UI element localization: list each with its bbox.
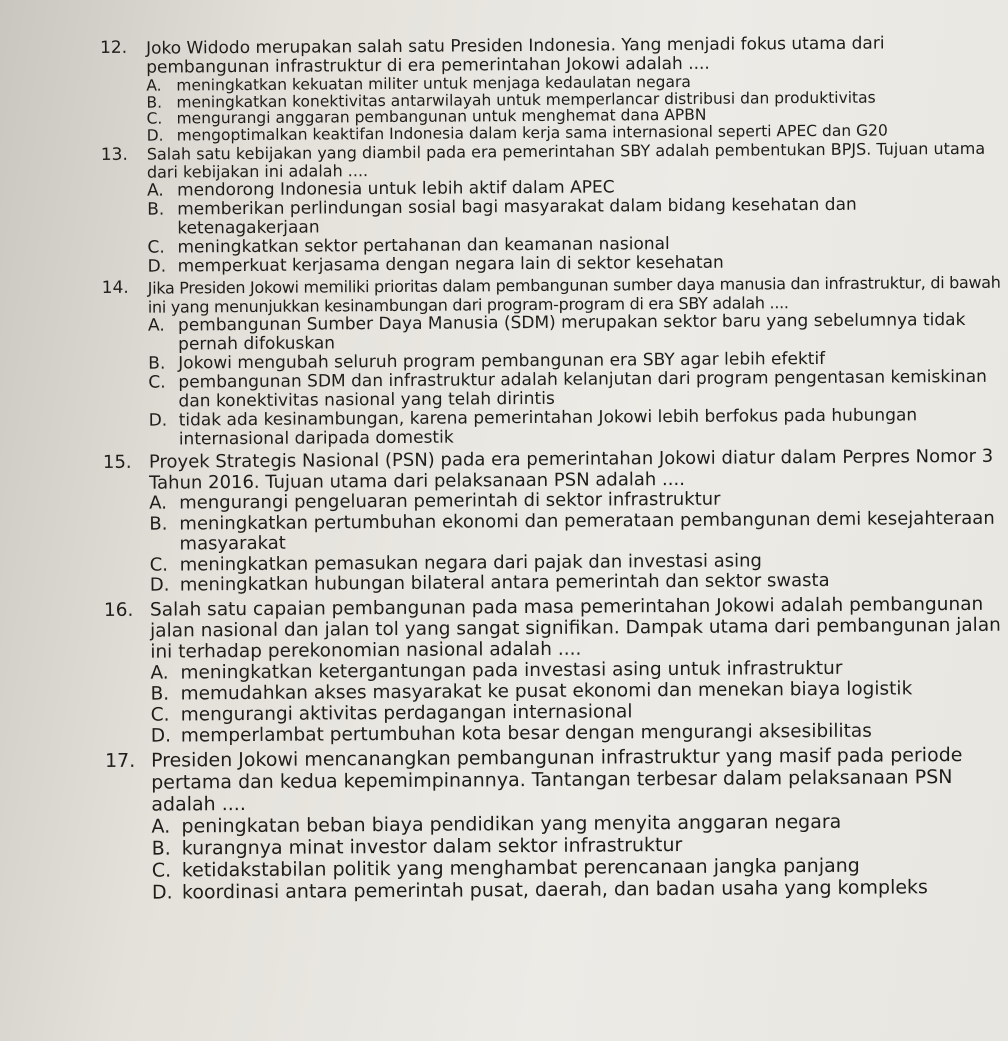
option-letter: B. xyxy=(147,199,165,220)
question-text: Salah satu capaian pembangunan pada masa pemerintahan Jokowi adalah pembangunan jalan nasional dan jalan tol yang sangat signifikan. Dampak utama dari pembangunan jalan ini terhadap perekonomian nasional adalah .... xyxy=(149,593,1001,663)
option-text: meningkatkan kekuatan militer untuk menjaga kedaulatan negara xyxy=(176,72,691,95)
question-number: 17. xyxy=(104,749,136,772)
question-number: 12. xyxy=(99,37,128,58)
question-17 xyxy=(105,743,1006,903)
question-number: 16. xyxy=(103,599,134,621)
option-letter: C. xyxy=(146,109,163,128)
option-letter: C. xyxy=(148,372,166,393)
option-letter: C. xyxy=(147,237,165,258)
option-letter: B. xyxy=(149,513,168,535)
option-letter: B. xyxy=(151,837,171,860)
option-text: mengurangi aktivitas perdagangan internasional xyxy=(180,700,633,725)
option-d[interactable] xyxy=(149,406,1003,450)
option-letter: C. xyxy=(151,859,172,882)
option-text: mengoptimalkan keaktifan Indonesia dalam kerja sama internasional seperti APEC dan G20 xyxy=(176,121,888,144)
option-letter: D. xyxy=(147,256,167,277)
question-text: Jika Presiden Jokowi memiliki prioritas dalam pembangunan sumber daya manusia dan infrastruktur, di bawah ini yang menunjukkan kesinambungan dari program-program di era SBY adalah .... xyxy=(147,272,1001,317)
option-letter: D. xyxy=(150,725,172,747)
option-letter: D. xyxy=(149,574,170,596)
option-text: meningkatkan sektor pertahanan dan keamanan nasional xyxy=(177,234,670,258)
option-d[interactable] xyxy=(152,875,1006,903)
option-letter: B. xyxy=(146,93,163,112)
option-b[interactable] xyxy=(147,195,1001,239)
question-text: Joko Widodo merupakan salah satu Presiden Indonesia. Yang menjadi fokus utama dari pembangunan infrastruktur di era pemerintahan Jokowi adalah .... xyxy=(145,33,885,78)
option-a[interactable] xyxy=(148,311,1002,355)
option-letter: D. xyxy=(146,126,164,145)
option-text: meningkatkan pertumbuhan ekonomi dan pemerataan pembangunan demi kesejahteraan masyarakat xyxy=(179,507,995,555)
option-text: peningkatan beban biaya pendidikan yang menyita anggaran negara xyxy=(181,810,842,837)
option-text: mengurangi anggaran pembangunan untuk menghemat dana APBN xyxy=(176,105,707,128)
option-letter: A. xyxy=(146,76,162,95)
option-d[interactable] xyxy=(150,570,1004,596)
option-text: mendorong Indonesia untuk lebih aktif dalam APEC xyxy=(176,177,615,201)
question-number: 15. xyxy=(102,451,132,473)
option-text: meningkatkan ketergantungan pada investasi asing untuk infrastruktur xyxy=(180,657,843,683)
option-letter: C. xyxy=(149,554,169,576)
question-list xyxy=(100,34,1006,904)
option-text: memperlambat pertumbuhan kota besar dengan mengurangi aksesibilitas xyxy=(180,720,872,746)
option-text: kurangnya minat investor dalam sektor infrastruktur xyxy=(181,833,683,859)
question-text: Salah satu kebijakan yang diambil pada era pemerintahan SBY adalah pembentukan BPJS. Tujuan utama dari kebijakan ini adalah .... xyxy=(146,138,986,182)
option-letter: D. xyxy=(151,881,173,904)
option-letter: B. xyxy=(148,353,166,374)
option-letter: A. xyxy=(149,492,168,514)
option-letter: A. xyxy=(151,815,171,838)
option-text: meningkatkan konektivitas antarwilayah untuk memperlancar distribusi dan produktivitas xyxy=(176,88,876,111)
option-b[interactable] xyxy=(149,508,1003,555)
option-text: tidak ada kesinambungan, karena pemerintahan Jokowi lebih berfokus pada hubungan internasional daripada domestik xyxy=(178,405,918,450)
question-13 xyxy=(101,140,1002,277)
option-letter: A. xyxy=(147,315,165,336)
option-text: pembangunan SDM dan infrastruktur adalah kelanjutan dari program pengentasan kemiskinan dan konektivitas nasional yang telah dirintis xyxy=(178,366,987,412)
question-number: 14. xyxy=(101,277,129,298)
question-12 xyxy=(100,34,1001,144)
question-number: 13. xyxy=(100,144,128,165)
option-letter: C. xyxy=(150,704,170,726)
option-text: memperkuat kerjasama dengan negara lain di sektor kesehatan xyxy=(177,252,724,277)
option-text: meningkatkan hubungan bilateral antara pemerintah dan sektor swasta xyxy=(179,569,830,596)
option-letter: A. xyxy=(150,662,169,684)
question-16 xyxy=(104,593,1005,746)
option-text: ketidakstabilan politik yang menghambat perencanaan jangka panjang xyxy=(181,854,860,881)
question-14 xyxy=(102,273,1003,450)
option-text: Jokowi mengubah seluruh program pembangunan era SBY agar lebih efektif xyxy=(178,348,826,374)
question-15 xyxy=(103,447,1004,597)
option-letter: D. xyxy=(148,410,168,431)
option-text: meningkatkan pemasukan negara dari pajak dan investasi asing xyxy=(179,549,763,575)
option-text: memudahkan akses masyarakat ke pusat ekonomi dan menekan biaya logistik xyxy=(180,677,913,704)
option-text: mengurangi pengeluaran pemerintah di sektor infrastruktur xyxy=(179,488,721,514)
option-text: memberikan perlindungan sosial bagi masyarakat dalam bidang kesehatan dan ketenagakerjaan xyxy=(177,194,857,239)
question-text: Proyek Strategis Nasional (PSN) pada era pemerintahan Jokowi diatur dalam Perpres Nomor 3 Tahun 2016. Tujuan utama dari pelaksanaan PSN adalah .... xyxy=(148,445,994,494)
option-letter: A. xyxy=(146,180,164,201)
option-text: koordinasi antara pemerintah pusat, daerah, dan badan usaha yang kompleks xyxy=(181,875,928,903)
option-text: pembangunan Sumber Daya Manusia (SDM) merupakan sektor baru yang sebelumnya tidak pernah difokuskan xyxy=(177,309,966,355)
option-letter: B. xyxy=(150,683,170,705)
question-text: Presiden Jokowi mencanangkan pembangunan infrastruktur yang masif pada periode pertama dan kedua kepemimpinannya. Tantangan terbesar dalam pelaksanaan PSN adalah .... xyxy=(150,743,963,816)
